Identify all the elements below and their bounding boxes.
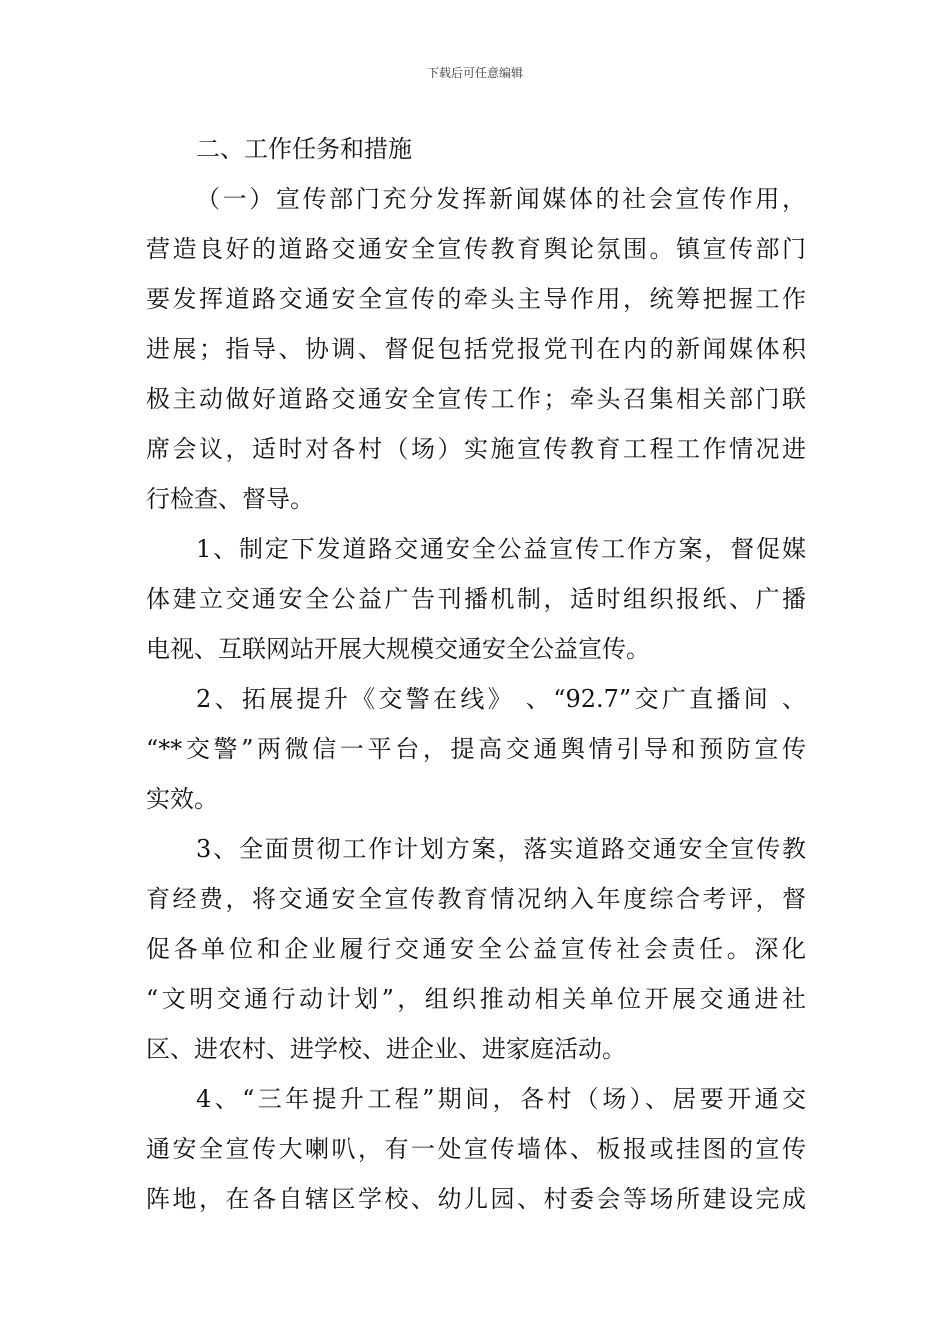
paragraph-line: 通安全宣传大喇叭，有一处宣传墙体、板报或挂图的宣传: [146, 1135, 806, 1163]
paragraph-line: 阵地，在各自辖区学校、幼儿园、村委会等场所建设完成: [146, 1185, 806, 1213]
page-header: 下载后可任意编辑: [426, 66, 523, 80]
paragraph-line: “**交警”两微信一平台，提高交通舆情引导和预防宣传: [146, 735, 806, 763]
paragraph-line: 电视、互联网站开展大规模交通安全公益宣传。: [146, 635, 650, 663]
paragraph-line: 促各单位和企业履行交通安全公益宣传社会责任。深化: [146, 935, 806, 963]
paragraph-line: 极主动做好道路交通安全宣传工作；牵头召集相关部门联: [146, 385, 806, 413]
paragraph-line: （一）宣传部门充分发挥新闻媒体的社会宣传作用，: [196, 185, 806, 213]
paragraph-line: “文明交通行动计划”，组织推动相关单位开展交通进社: [146, 985, 806, 1013]
paragraph-line: 体建立交通安全公益广告刊播机制，适时组织报纸、广播: [146, 585, 806, 613]
paragraph-line: 进展；指导、协调、督促包括党报党刊在内的新闻媒体积: [146, 335, 806, 363]
section-heading: 二、工作任务和措施: [196, 135, 412, 163]
paragraph-line: 要发挥道路交通安全宣传的牵头主导作用，统筹把握工作: [146, 285, 806, 313]
paragraph-line: 2、拓展提升《交警在线》 、“92.7”交广直播间 、: [196, 685, 806, 713]
paragraph-line: 育经费，将交通安全宣传教育情况纳入年度综合考评，督: [146, 885, 806, 913]
paragraph-line: 4、“三年提升工程”期间，各村（场）、居要开通交: [196, 1085, 806, 1113]
paragraph-line: 实效。: [146, 785, 218, 813]
paragraph-line: 营造良好的道路交通安全宣传教育舆论氛围。镇宣传部门: [146, 235, 806, 263]
paragraph-line: 3、全面贯彻工作计划方案，落实道路交通安全宣传教: [196, 835, 806, 863]
paragraph-line: 区、进农村、进学校、进企业、进家庭活动。: [146, 1035, 626, 1063]
paragraph-line: 1、制定下发道路交通安全公益宣传工作方案，督促媒: [196, 535, 806, 563]
paragraph-line: 行检查、督导。: [146, 485, 314, 513]
paragraph-line: 席会议，适时对各村（场）实施宣传教育工程工作情况进: [146, 435, 806, 463]
